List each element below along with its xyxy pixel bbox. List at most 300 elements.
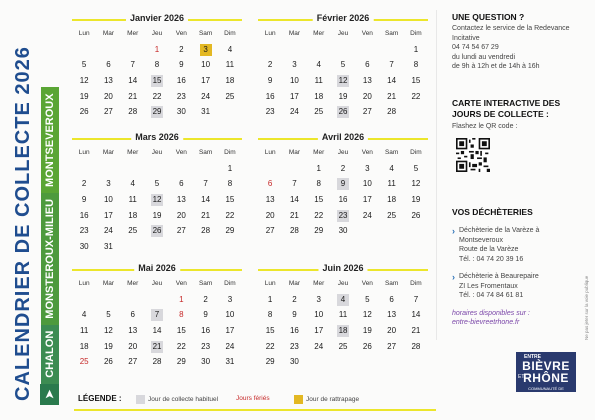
weekday-header — [72, 30, 242, 40]
day-cell: 5 — [413, 163, 419, 173]
day-cell: 31 — [201, 107, 211, 117]
day-cell: 8 — [227, 179, 233, 189]
logo-bottom-text: COMMUNAUTÉ DE COMMUNES — [528, 386, 564, 396]
weekday-label: Sam — [384, 280, 399, 287]
day-cell: 9 — [267, 75, 273, 85]
empty-cell — [169, 161, 193, 177]
empty-cell — [193, 161, 217, 177]
day-cell: 8 — [267, 310, 273, 320]
day-cell: 6 — [365, 60, 370, 70]
day-cell: 21 — [201, 210, 211, 220]
day-cell: 16 — [79, 210, 89, 220]
logo-and-text: ET — [518, 374, 525, 380]
day-cell: 8 — [154, 60, 160, 70]
day-cell: 6 — [106, 60, 111, 70]
weekday-label: Mer — [313, 149, 325, 156]
weekday-label: Mer — [127, 149, 139, 156]
day-cell: 26 — [79, 107, 89, 117]
day-cell: 25 — [79, 357, 89, 367]
day-cell: 23 — [201, 341, 211, 351]
weekday-label: Sam — [198, 280, 213, 287]
weekday-label: Ven — [361, 149, 373, 156]
month-title — [258, 14, 428, 26]
weekday-label: Ven — [175, 30, 187, 37]
map-section — [452, 98, 580, 132]
day-cell: 21 — [387, 91, 397, 101]
day-cell: 6 — [389, 294, 394, 304]
day-cell: 15 — [152, 75, 162, 85]
month-name: Juin 2026 — [318, 263, 367, 273]
day-cell: 15 — [225, 194, 235, 204]
legend — [56, 390, 436, 412]
day-cell: 12 — [411, 179, 421, 189]
day-cell: 23 — [265, 107, 275, 117]
month-title — [72, 14, 242, 26]
calendar-title: CALENDRIER DE COLLECTE 2026 — [12, 46, 34, 401]
weekday-label: Dim — [224, 30, 236, 37]
day-cell: 14 — [128, 75, 138, 85]
day-cell: 6 — [130, 310, 135, 320]
waste-centres-title: VOS DÉCHÈTERIES — [452, 207, 533, 217]
day-cell: 2 — [267, 60, 273, 70]
legend-holiday-label: Jours fériés — [236, 395, 270, 402]
weekday-label: Sam — [198, 30, 213, 37]
day-cell: 24 — [362, 210, 372, 220]
day-cell: 22 — [225, 210, 235, 220]
commune-chalon: CHALON — [41, 325, 59, 384]
day-cell: 26 — [411, 210, 421, 220]
sidebar-title-band — [0, 0, 66, 420]
weekday-label: Lun — [264, 30, 276, 37]
day-cell: 18 — [338, 325, 348, 335]
website-link[interactable]: entre-bievreetrhone.fr — [452, 319, 520, 326]
day-cell: 2 — [179, 44, 184, 54]
logo-word-bievre: BIÈVRE — [522, 359, 570, 373]
weekday-label: Lun — [78, 30, 90, 37]
day-cell: 27 — [103, 107, 113, 117]
day-cell: 23 — [176, 91, 186, 101]
day-cell: 29 — [314, 226, 324, 236]
day-cell: 30 — [176, 107, 186, 117]
communes-banner — [40, 87, 59, 405]
day-cell: 4 — [316, 60, 321, 70]
month-name: Janvier 2026 — [126, 13, 188, 23]
empty-cell — [121, 292, 145, 308]
day-cell: 20 — [128, 341, 138, 351]
day-cell: 29 — [152, 107, 162, 117]
empty-cell — [96, 42, 120, 58]
day-cell: 27 — [265, 226, 275, 236]
weekday-label: Mar — [288, 149, 301, 156]
day-cell: 1 — [413, 44, 419, 54]
waste-centre-beaurepaire — [452, 272, 580, 301]
day-cell: 29 — [265, 357, 275, 367]
day-cell: 27 — [176, 226, 186, 236]
legend-rule — [74, 409, 436, 411]
day-cell: 4 — [227, 44, 233, 54]
weekday-header — [258, 280, 428, 290]
month-title — [72, 133, 242, 145]
commune-montseveroux: MONTSEVEROUX — [41, 87, 59, 193]
waste-centre-name: Déchèterie à Beaurepaire — [459, 273, 539, 280]
day-grid — [258, 42, 428, 120]
day-cell: 25 — [314, 107, 324, 117]
arrow-icon: › — [452, 226, 455, 236]
day-cell: 19 — [362, 325, 372, 335]
empty-cell — [258, 161, 282, 177]
empty-cell — [72, 42, 96, 58]
day-cell: 16 — [265, 91, 275, 101]
legend-holiday — [236, 395, 270, 402]
day-cell: 14 — [387, 75, 397, 85]
day-cell: 28 — [387, 107, 397, 117]
day-cell: 9 — [179, 60, 184, 70]
weekday-label: Sam — [198, 149, 213, 156]
weekday-header — [258, 30, 428, 40]
logo-word-rhone: RHÔNE — [523, 371, 569, 385]
weekday-label: Ven — [361, 30, 373, 37]
waste-centre-town: Montseveroux — [459, 236, 503, 244]
day-cell: 22 — [314, 210, 324, 220]
day-cell: 26 — [103, 357, 113, 367]
day-cell: 3 — [106, 179, 111, 189]
legend-label: LÉGENDE : — [78, 394, 122, 403]
day-cell: 13 — [103, 75, 113, 85]
day-cell: 19 — [152, 210, 162, 220]
day-cell: 17 — [289, 91, 299, 101]
day-grid — [72, 42, 242, 120]
day-cell: 22 — [176, 341, 186, 351]
weekday-label: Lun — [78, 149, 90, 156]
day-cell: 18 — [79, 341, 89, 351]
day-cell: 21 — [152, 341, 162, 351]
day-cell: 3 — [227, 294, 233, 304]
weekday-label: Lun — [264, 280, 276, 287]
day-cell: 18 — [225, 75, 235, 85]
day-cell: 16 — [176, 75, 186, 85]
weekday-label: Ven — [361, 280, 373, 287]
empty-cell — [282, 161, 306, 177]
question-title: UNE QUESTION ? — [452, 12, 525, 22]
day-cell: 2 — [203, 294, 208, 304]
day-cell: 13 — [265, 194, 275, 204]
day-cell: 28 — [128, 107, 138, 117]
day-cell: 27 — [387, 341, 397, 351]
day-cell: 11 — [314, 75, 323, 85]
day-cell: 17 — [225, 325, 235, 335]
logo-main-text — [516, 360, 576, 384]
day-cell: 12 — [103, 325, 113, 335]
day-grid — [258, 161, 428, 239]
entre-bievre-et-rhone-logo — [516, 352, 576, 396]
day-cell: 7 — [130, 60, 135, 70]
day-cell: 11 — [128, 194, 137, 204]
day-cell: 22 — [411, 91, 421, 101]
day-cell: 13 — [362, 75, 372, 85]
day-cell: 7 — [292, 179, 297, 189]
day-cell: 30 — [79, 241, 89, 251]
legend-collect — [136, 395, 218, 404]
day-cell: 7 — [413, 294, 419, 304]
day-cell: 20 — [265, 210, 275, 220]
day-cell: 3 — [316, 294, 321, 304]
day-cell: 8 — [316, 179, 321, 189]
day-cell: 25 — [128, 226, 138, 236]
day-cell: 4 — [81, 310, 87, 320]
weekday-label: Jeu — [151, 30, 163, 37]
day-cell: 5 — [154, 179, 160, 189]
day-cell: 7 — [145, 308, 169, 324]
month-name: Avril 2026 — [318, 132, 368, 142]
day-cell: 12 — [79, 75, 89, 85]
day-cell: 10 — [289, 75, 299, 85]
day-cell: 6 — [179, 179, 184, 189]
weekday-label: Mar — [288, 30, 301, 37]
phone-number: 04 74 54 67 29 — [452, 44, 499, 51]
day-cell: 12 — [362, 310, 372, 320]
day-cell: 10 — [225, 310, 235, 320]
weekday-label: Sam — [384, 149, 399, 156]
waste-centre-phone: Tél. : 04 74 20 39 16 — [459, 255, 524, 263]
day-cell: 15 — [265, 325, 275, 335]
day-cell: 17 — [201, 75, 211, 85]
collect-swatch — [136, 395, 145, 404]
day-cell: 3 — [365, 163, 370, 173]
day-cell: 23 — [338, 210, 348, 220]
day-cell: 4 — [389, 163, 394, 173]
day-cell: 24 — [201, 91, 211, 101]
arrow-icon: › — [452, 272, 455, 282]
day-cell: 22 — [265, 341, 275, 351]
day-cell: 2 — [81, 179, 87, 189]
day-cell: 14 — [152, 325, 162, 335]
month-name: Mai 2026 — [134, 263, 180, 273]
day-cell: 19 — [79, 91, 89, 101]
day-cell: 19 — [338, 91, 348, 101]
weekday-label: Dim — [410, 30, 422, 37]
month-title — [72, 264, 242, 276]
day-cell: 4 — [331, 292, 355, 308]
map-text: Flashez le QR code : — [452, 123, 518, 130]
empty-cell — [96, 292, 120, 308]
day-cell: 9 — [292, 310, 297, 320]
day-cell: 31 — [225, 357, 235, 367]
empty-cell — [72, 161, 96, 177]
empty-cell — [258, 42, 282, 58]
qr-code-icon[interactable] — [456, 138, 490, 172]
day-cell: 29 — [176, 357, 186, 367]
day-cell: 17 — [362, 194, 372, 204]
weekday-label: Lun — [264, 149, 276, 156]
day-cell: 1 — [267, 294, 273, 304]
month-calendar-february — [258, 14, 428, 120]
day-cell: 28 — [411, 341, 421, 351]
day-cell: 26 — [362, 341, 372, 351]
day-cell: 20 — [176, 210, 186, 220]
day-cell: 20 — [387, 325, 397, 335]
day-cell: 11 — [338, 310, 348, 320]
waste-centre-address: ZI Les Fromentaux — [459, 282, 518, 290]
weekday-label: Mer — [313, 30, 325, 37]
empty-cell — [145, 161, 169, 177]
day-cell: 5 — [106, 310, 111, 320]
day-cell: 27 — [362, 107, 372, 117]
day-cell: 19 — [103, 341, 113, 351]
day-cell: 9 — [81, 194, 87, 204]
weekday-label: Ven — [175, 280, 187, 287]
month-title — [258, 264, 428, 276]
waste-centre-address: Route de la Varèze — [459, 246, 519, 253]
empty-cell — [307, 42, 331, 58]
day-cell: 9 — [331, 177, 355, 193]
day-cell: 25 — [387, 210, 397, 220]
day-cell: 14 — [289, 194, 299, 204]
day-cell: 18 — [128, 210, 138, 220]
weekday-label: Mar — [102, 280, 115, 287]
day-cell: 6 — [267, 179, 273, 189]
weekday-label: Dim — [410, 280, 422, 287]
question-section — [452, 12, 580, 72]
weekday-label: Mar — [102, 30, 115, 37]
day-cell: 5 — [365, 294, 370, 304]
day-cell: 8 — [179, 310, 184, 320]
day-cell: 11 — [225, 60, 235, 70]
day-cell: 16 — [338, 194, 348, 204]
day-cell: 12 — [338, 75, 348, 85]
day-cell: 14 — [411, 310, 421, 320]
day-cell: 19 — [411, 194, 421, 204]
day-cell: 26 — [338, 107, 348, 117]
day-cell: 11 — [387, 179, 396, 189]
day-cell: 24 — [225, 341, 235, 351]
month-calendar-april — [258, 133, 428, 239]
day-cell: 13 — [387, 310, 397, 320]
day-cell: 23 — [79, 226, 89, 236]
day-cell: 1 — [154, 44, 160, 54]
empty-cell — [145, 292, 169, 308]
empty-cell — [96, 161, 120, 177]
map-title: CARTE INTERACTIVE DES JOURS DE COLLECTE : — [452, 98, 561, 119]
commune-monsteroux-milieu: MONSTEROUX-MILIEU — [41, 193, 59, 325]
weekday-label: Mer — [313, 280, 325, 287]
day-cell: 18 — [387, 194, 397, 204]
day-cell: 1 — [179, 294, 184, 304]
day-cell: 29 — [225, 226, 235, 236]
weekday-label: Mar — [288, 280, 301, 287]
day-cell: 18 — [314, 91, 324, 101]
day-cell: 21 — [289, 210, 299, 220]
day-grid — [258, 292, 428, 370]
column-divider — [436, 10, 437, 340]
day-cell: 10 — [201, 60, 211, 70]
weekday-label: Jeu — [337, 280, 349, 287]
day-cell: 20 — [362, 91, 372, 101]
day-cell: 15 — [314, 194, 324, 204]
weekday-label: Mar — [102, 149, 115, 156]
day-cell: 9 — [203, 310, 208, 320]
weekday-header — [258, 149, 428, 159]
day-cell: 13 — [128, 325, 138, 335]
day-cell: 8 — [413, 60, 419, 70]
waste-centre-varese — [452, 226, 580, 264]
waste-centre-name: Déchèterie de la Varèze à — [459, 227, 540, 234]
day-cell: 11 — [79, 325, 89, 335]
day-cell: 1 — [227, 163, 233, 173]
weekday-label: Jeu — [337, 149, 349, 156]
weekday-label: Dim — [224, 149, 236, 156]
empty-cell — [282, 42, 306, 58]
day-cell: 15 — [176, 325, 186, 335]
day-cell: 1 — [316, 163, 321, 173]
day-cell: 26 — [152, 226, 162, 236]
month-calendar-may — [72, 264, 242, 370]
weekday-label: Jeu — [151, 280, 163, 287]
day-cell: 23 — [289, 341, 299, 351]
weekday-label: Dim — [410, 149, 422, 156]
day-cell: 27 — [128, 357, 138, 367]
hours-times: de 9h à 12h et de 14h à 16h — [452, 63, 540, 70]
question-text: Contactez le service de la Redevance Incitative — [452, 25, 570, 42]
day-cell: 14 — [201, 194, 211, 204]
day-cell: 7 — [203, 179, 208, 189]
weekday-label: Dim — [224, 280, 236, 287]
day-cell: 30 — [338, 226, 348, 236]
day-cell: 7 — [389, 60, 394, 70]
waste-centre-phone: Tél. : 04 74 84 61 81 — [459, 292, 524, 299]
day-cell: 10 — [314, 310, 324, 320]
month-title — [258, 133, 428, 145]
day-cell: 25 — [225, 91, 235, 101]
print-note: Ne pas jeter sur la voie publique — [584, 275, 589, 340]
day-cell: 4 — [130, 179, 135, 189]
day-cell: 16 — [201, 325, 211, 335]
weekday-label: Mer — [127, 280, 139, 287]
day-cell: 28 — [201, 226, 211, 236]
arrow-icon: ➤ — [40, 384, 59, 405]
empty-cell — [121, 161, 145, 177]
day-cell: 17 — [103, 210, 113, 220]
day-cell: 31 — [103, 241, 113, 251]
weekday-label: Jeu — [151, 149, 163, 156]
logo-top-text: ENTRE — [524, 354, 541, 360]
day-cell: 3 — [292, 60, 297, 70]
month-calendar-march — [72, 133, 242, 255]
day-cell: 13 — [176, 194, 186, 204]
day-grid — [72, 292, 242, 370]
weekday-label: Lun — [78, 280, 90, 287]
day-cell: 16 — [289, 325, 299, 335]
day-cell: 17 — [314, 325, 324, 335]
opening-hours-note — [452, 309, 580, 328]
weekday-header — [72, 149, 242, 159]
day-cell: 30 — [289, 357, 299, 367]
day-grid — [72, 161, 242, 255]
legend-collect-label: Jour de collecte habituel — [148, 396, 219, 403]
day-cell: 24 — [289, 107, 299, 117]
legend-catchup-label: Jour de rattrapage — [306, 396, 360, 403]
weekday-header — [72, 280, 242, 290]
day-cell: 22 — [152, 91, 162, 101]
empty-cell — [331, 42, 355, 58]
day-cell: 5 — [81, 60, 87, 70]
legend-catchup — [294, 395, 359, 404]
day-cell: 10 — [103, 194, 113, 204]
day-cell: 5 — [340, 60, 346, 70]
weekday-label: Mer — [127, 30, 139, 37]
empty-cell — [121, 42, 145, 58]
weekday-label: Jeu — [337, 30, 349, 37]
weekday-label: Ven — [175, 149, 187, 156]
